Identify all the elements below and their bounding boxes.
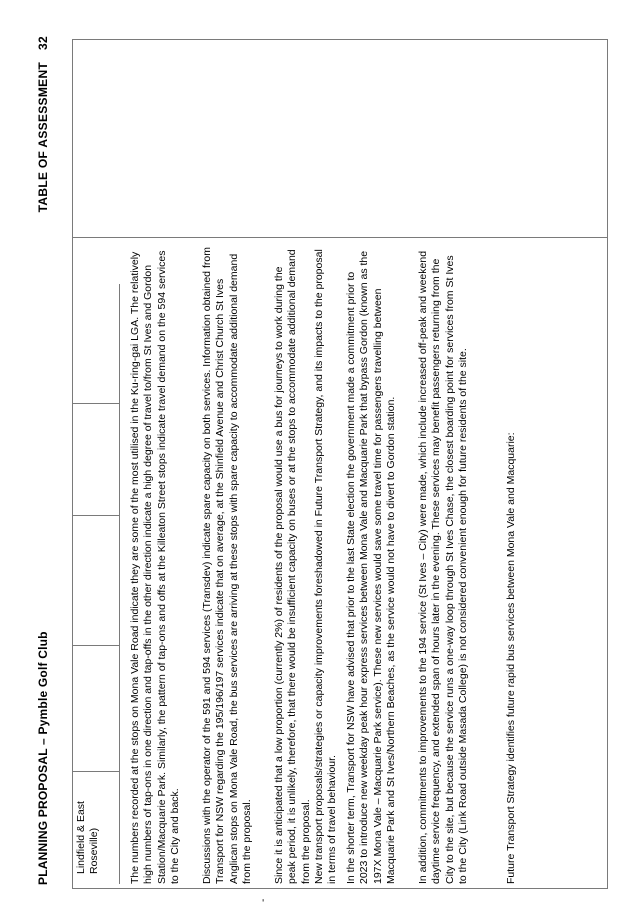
section-header <box>36 36 50 212</box>
paragraph-197x-service: In the shorter term, Transport for NSW have advised that prior to the last State election the government made a commitment prior to 2023 to introduce new weekday peak hour express services between Mona Vale and Macquarie Park that bypass Gordon (known as the 197X Mona Vale – Macquarie Park service). These new services would save some travel time for passengers travelling between Macquarie Park and St Ives/Northern Beaches, as the service would not have to divert to Gordon station. <box>345 250 397 884</box>
location-line-1: Lindfield & East <box>75 801 87 874</box>
paragraph-spare-capacity: Discussions with the operator of the 591 and 594 services (Transdev) indicate spare capacity on both services. Information obtained from Transport for NSW regarding the 195/196/197 services indicate that on average, at the Shinfield Avenue and Christ Church St Ives Anglican stops on Mona Vale Road, the bus services are arriving at these stops with spare capacity to accommodate additional demand from the proposal. <box>201 247 253 884</box>
paragraph-future-transport: New transport proposals/strategies or capacity improvements foreshadowed in Future Transport Strategy, and its impacts to the proposal in terms of travel behaviour. <box>313 249 339 884</box>
bullet-mark: - <box>258 898 269 902</box>
location-cell <box>75 769 102 878</box>
document-title: PLANNING PROPOSAL – Pymble Golf Club <box>36 631 50 885</box>
section-title: TABLE OF ASSESSMENT <box>36 61 50 213</box>
paragraph-bus-usage: Since it is anticipated that a low proportion (currently 2%) of residents of the proposal would use a bus for journeys to work during the peak period, it is unlikely, therefore, that there would be insufficient capacity on buses or at the stops to accommodate additional demand from the proposal. <box>273 249 312 884</box>
paragraph-194-service: In addition, commitments to improvements to the 194 service (St Ives – City) were made, which include increased off-peak and weekend daytime service frequency, and extended span of hours later in the evening. These services may benefit passengers returning from the City to the site, but because the service runs a one-way loop through St Ives Chase, the closest boarding point for services from St Ives to the City (Link Road outside Masada College) is not considered convenient enough for future residents of the site. <box>417 250 469 884</box>
table-divider <box>73 403 119 404</box>
page-number: 32 <box>36 36 50 50</box>
table-divider <box>73 771 119 772</box>
table-divider <box>73 645 119 646</box>
assessment-table <box>72 39 608 889</box>
table-divider <box>73 515 119 516</box>
paragraph-rapid-bus: Future Transport Strategy identifies future rapid bus services between Mona Vale and Macquarie: <box>505 432 517 884</box>
assessment-body <box>73 242 607 884</box>
column-divider <box>73 237 607 238</box>
data-table-row <box>73 284 120 884</box>
location-line-2: Roseville) <box>88 827 101 874</box>
paragraph-tap-data: The numbers recorded at the stops on Mona Vale Road indicate they are some of the most utilised in the Ku-ring-gai LGA. The relatively high numbers of tap-ons in one direction and tap-offs in the other direction indicate a high degree of travel to/from St Ives and Gordon Station/Macquarie Park. Similarly, the pattern of tap-ons and offs at the Killeaton Street stops indicate travel demand on the 594 services to the City and back. <box>129 250 181 884</box>
